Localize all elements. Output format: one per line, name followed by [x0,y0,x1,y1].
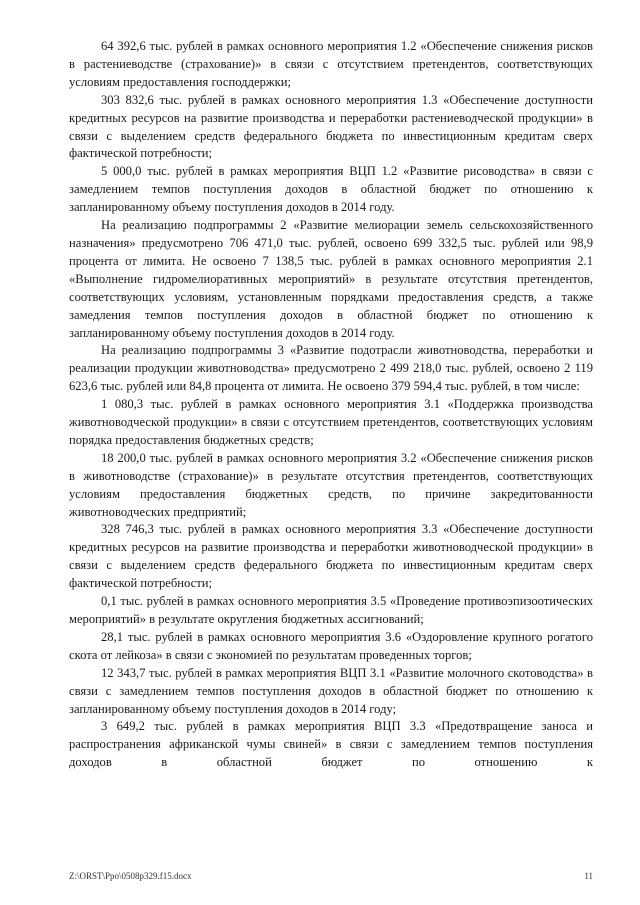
paragraph: На реализацию подпрограммы 2 «Развитие мелиорации земель сельскохозяйственного назначения» предусмотрено 706 471,0 тыс. рублей, освоено 699 332,5 тыс. рублей или 98,9 процента от лимита. Не освоено 7 138,5 тыс. рублей в рамках основного мероприятия 2.1 «Выполнение гидромелиоративных мероприятий» в результате отсутствия претендентов, соответствующих условиям, установленным порядками предоставления средств, а также замедления темпов поступления доходов в областной бюджет по отношению к запланированному объему поступления доходов в 2014 году. [69,218,593,340]
file-path: Z:\ORST\Ppo\0508p329.f15.docx [69,871,192,881]
paragraph: 3 649,2 тыс. рублей в рамках мероприятия ВЦП 3.3 «Предотвращение заноса и распространения африканской чумы свиней» в связи с замедлением темпов поступления доходов в областной бюджет по отношению к [69,719,593,770]
paragraph: 0,1 тыс. рублей в рамках основного мероприятия 3.5 «Проведение противоэпизоотических мероприятий» в результате округления бюджетных ассигнований; [69,594,593,626]
paragraph: 64 392,6 тыс. рублей в рамках основного мероприятия 1.2 «Обеспечение снижения рисков в растениеводстве (страхование)» в связи с отсутствием претендентов, соответствующих условиям предоставления господдержки; [69,39,593,89]
paragraph: 303 832,6 тыс. рублей в рамках основного мероприятия 1.3 «Обеспечение доступности кредитных ресурсов на развитие производства и переработки растениеводческой продукции» в связи с выделением средств федерального бюджета по инвестиционным кредитам сверх фактической потребности; [69,92,593,161]
page-number: 11 [584,871,593,881]
paragraph: 328 746,3 тыс. рублей в рамках основного мероприятия 3.3 «Обеспечение доступности кредитных ресурсов на развитие производства и переработки животноводческой продукции» в связи с выделением средств федерального бюджета по инвестиционным кредитам сверх фактической потребности; [69,522,593,591]
paragraph: 12 343,7 тыс. рублей в рамках мероприятия ВЦП 3.1 «Развитие молочного скотоводства» в связи с замедлением темпов поступления доходов в областной бюджет по отношению к запланированному объему поступления доходов в 2014 году; [69,665,593,716]
document-page [69,38,593,772]
paragraph: 28,1 тыс. рублей в рамках основного мероприятия 3.6 «Оздоровление крупного рогатого скота от лейкоза» в связи с экономией по результатам проведенных торгов; [69,629,593,662]
paragraph: На реализацию подпрограммы 3 «Развитие подотрасли животноводства, переработки и реализации продукции животноводства» предусмотрено 2 499 218,0 тыс. рублей, освоено 2 119 623,6 тыс. рублей или 84,8 процента от лимита. Не освоено 379 594,4 тыс. рублей, в том числе: [69,343,593,394]
paragraph: 18 200,0 тыс. рублей в рамках основного мероприятия 3.2 «Обеспечение снижения рисков в животноводстве (страхование)» в результате отсутствия претендентов, соответствующих условиям предоставления бюджетных средств, по причине закредитованности животноводческих предприятий; [69,450,593,519]
paragraph: 5 000,0 тыс. рублей в рамках мероприятия ВЦП 1.2 «Развитие рисоводства» в связи с замедлением темпов поступления доходов в областной бюджет по отношению к запланированному объему поступления доходов в 2014 году. [69,164,593,215]
paragraph: 1 080,3 тыс. рублей в рамках основного мероприятия 3.1 «Поддержка производства животноводческой продукции» в связи с отсутствием претендентов, соответствующих условиям порядка предоставления бюджетных средств; [69,397,593,447]
